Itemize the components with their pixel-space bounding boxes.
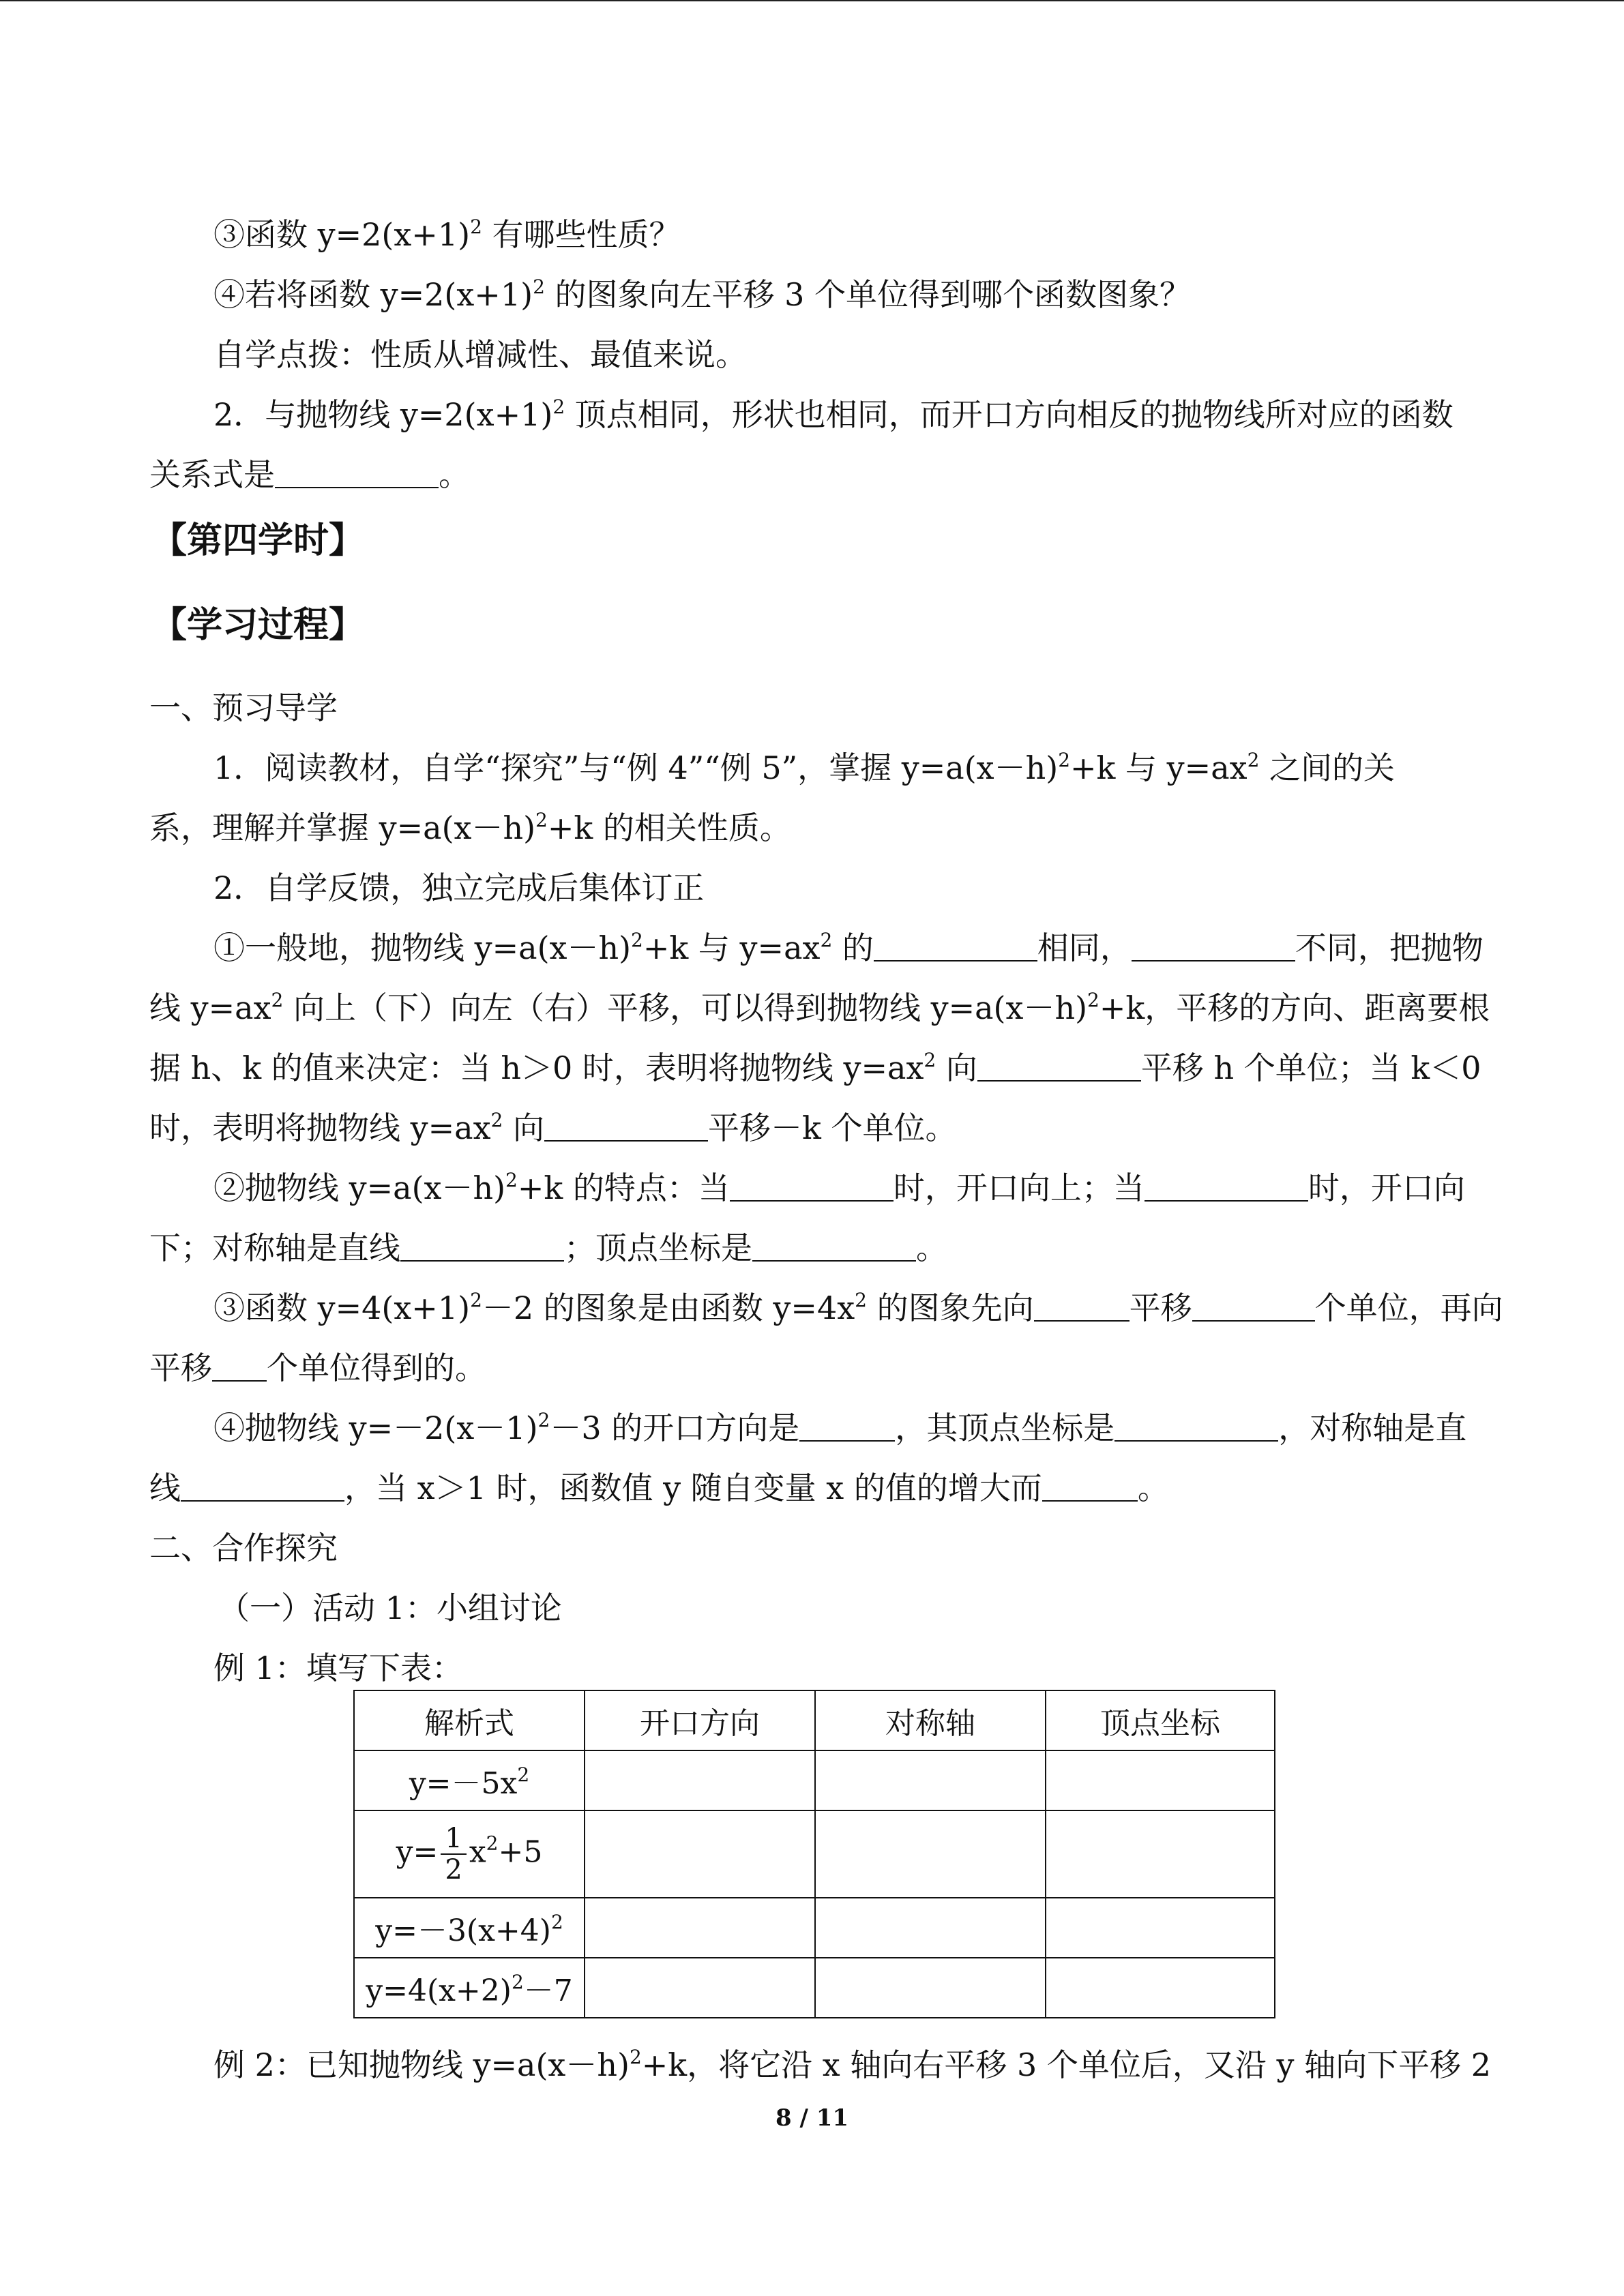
heading-fourth-lesson: 【第四学时】 (151, 520, 365, 561)
answer-blank[interactable] (752, 1230, 916, 1262)
question-2-line-2: 下；对称轴是直线 ；顶点坐标是 。 (149, 1229, 947, 1266)
question-3-line-2: 平移 个单位得到的。 (149, 1350, 486, 1386)
answer-blank[interactable] (544, 1110, 708, 1142)
answer-blank[interactable] (1145, 1170, 1308, 1202)
preview-item-1-line-1: 1．阅读教材，自学“探究”与“例 4”“例 5”，掌握 $y=a(x-h)^2+k$ 与 $y=ax^2$ 之间的关 (213, 749, 1396, 786)
table-row (354, 1810, 1275, 1898)
answer-blank[interactable] (275, 457, 439, 488)
example-2-text: 例 2：已知抛物线 $y=a(x-h)^2+k$，将它沿 x 轴向右平移 3 个单位后，又沿 y 轴向下平移 2 (213, 2046, 1491, 2083)
answer-blank[interactable] (400, 1230, 564, 1262)
answer-cell[interactable] (585, 1958, 815, 2018)
exercise-2-line-2: 关系式是 。 (149, 456, 470, 493)
preview-title: 一、预习导学 (149, 689, 338, 726)
header-opening-direction: 开口方向 (585, 1690, 815, 1750)
preview-item-1-line-2: 系，理解并掌握 $y=a(x-h)^2+k$ 的相关性质。 (149, 809, 791, 846)
answer-blank[interactable] (977, 1050, 1141, 1082)
fill-in-table (353, 1690, 1275, 2018)
answer-cell[interactable] (585, 1750, 815, 1810)
table-row (354, 1750, 1275, 1810)
example-1-label: 例 1：填写下表： (213, 1650, 463, 1686)
question-2-line-1: ②抛物线 $y=a(x-h)^2+k$ 的特点：当 时，开口向上；当 时，开口向 (213, 1169, 1465, 1206)
activity-1-label: （一）活动 1：小组讨论 (218, 1590, 562, 1626)
answer-cell[interactable] (815, 1810, 1046, 1898)
fraction: $\frac{1}{2}$ (441, 1823, 466, 1885)
answer-cell[interactable] (1046, 1750, 1275, 1810)
answer-blank[interactable] (1114, 1410, 1278, 1442)
question-3-properties: ③函数 $y=2(x+1)^2$ 有哪些性质？ (213, 215, 681, 253)
question-3-line-1: ③函数 $y=4(x+1)^2-2$ 的图象是由函数 $y=4x^2$ 的图象先向 平移 个单位，再向 (213, 1289, 1503, 1326)
question-1-line-4: 时，表明将抛物线 $y=ax^2$ 向 平移－k 个单位。 (149, 1109, 957, 1146)
answer-cell[interactable] (815, 1958, 1046, 2018)
question-4-line-2: 线 ，当 x＞1 时，函数值 y 随自变量 x 的值的增大而 。 (149, 1470, 1169, 1506)
answer-cell[interactable] (1046, 1958, 1275, 2018)
question-1-line-1: ①一般地，抛物线 $y=a(x-h)^2+k$ 与 $y=ax^2$ 的 相同， 不同，把抛物 (213, 929, 1483, 966)
answer-cell[interactable] (815, 1750, 1046, 1810)
question-1-line-2: 线 $y=ax^2$ 向上（下）向左（右）平移，可以得到抛物线 $y=a(x-h)^2+k$，平移的方向、距离要根 (149, 989, 1490, 1026)
answer-blank[interactable] (730, 1170, 894, 1202)
answer-blank[interactable] (181, 1470, 344, 1502)
page-number: 8 / 11 (775, 2104, 849, 2132)
cooperation-title: 二、合作探究 (149, 1530, 338, 1566)
expression-cell: $y=-5x^2$ (354, 1750, 585, 1810)
answer-cell[interactable] (585, 1810, 815, 1898)
table-header-row (354, 1690, 1275, 1750)
answer-blank[interactable] (874, 930, 1037, 961)
answer-blank[interactable] (1132, 930, 1295, 961)
answer-blank[interactable] (1034, 1290, 1130, 1322)
question-4-translation: ④若将函数 $y=2(x+1)^2$ 的图象向左平移 3 个单位得到哪个函数图象？ (213, 275, 1192, 313)
expression-cell: $y=-3(x+4)^2$ (354, 1898, 585, 1958)
table-row (354, 1898, 1275, 1958)
answer-blank[interactable] (799, 1410, 895, 1442)
question-1-line-3: 据 h、k 的值来决定：当 h＞0 时，表明将抛物线 $y=ax^2$ 向 平移 h 个单位；当 k＜0 (149, 1049, 1481, 1086)
expression-cell: y= $\frac{1}{2}$ $x^2+5$ (354, 1810, 585, 1898)
exercise-2-line-1: 2．与抛物线 $y=2(x+1)^2$ 顶点相同，形状也相同，而开口方向相反的抛物线所对应的函数 (213, 396, 1453, 433)
answer-cell[interactable] (585, 1898, 815, 1958)
answer-blank[interactable] (1042, 1470, 1138, 1502)
self-study-hint: 自学点拨：性质从增减性、最值来说。 (213, 336, 747, 373)
answer-blank[interactable] (212, 1350, 267, 1382)
heading-learning-process: 【学习过程】 (151, 605, 365, 646)
page-top-border (0, 0, 1624, 1)
answer-cell[interactable] (1046, 1810, 1275, 1898)
header-vertex: 顶点坐标 (1046, 1690, 1275, 1750)
table-row (354, 1958, 1275, 2018)
question-4-line-1: ④抛物线 $y=-2(x-1)^2-3$ 的开口方向是 ，其顶点坐标是 ，对称轴是直 (213, 1409, 1467, 1446)
expression-cell: $y=4(x+2)^2-7$ (354, 1958, 585, 2018)
header-axis-of-symmetry: 对称轴 (815, 1690, 1046, 1750)
header-expression: 解析式 (354, 1690, 585, 1750)
answer-cell[interactable] (815, 1898, 1046, 1958)
preview-item-2: 2．自学反馈，独立完成后集体订正 (213, 869, 705, 906)
answer-blank[interactable] (1192, 1290, 1315, 1322)
answer-cell[interactable] (1046, 1898, 1275, 1958)
